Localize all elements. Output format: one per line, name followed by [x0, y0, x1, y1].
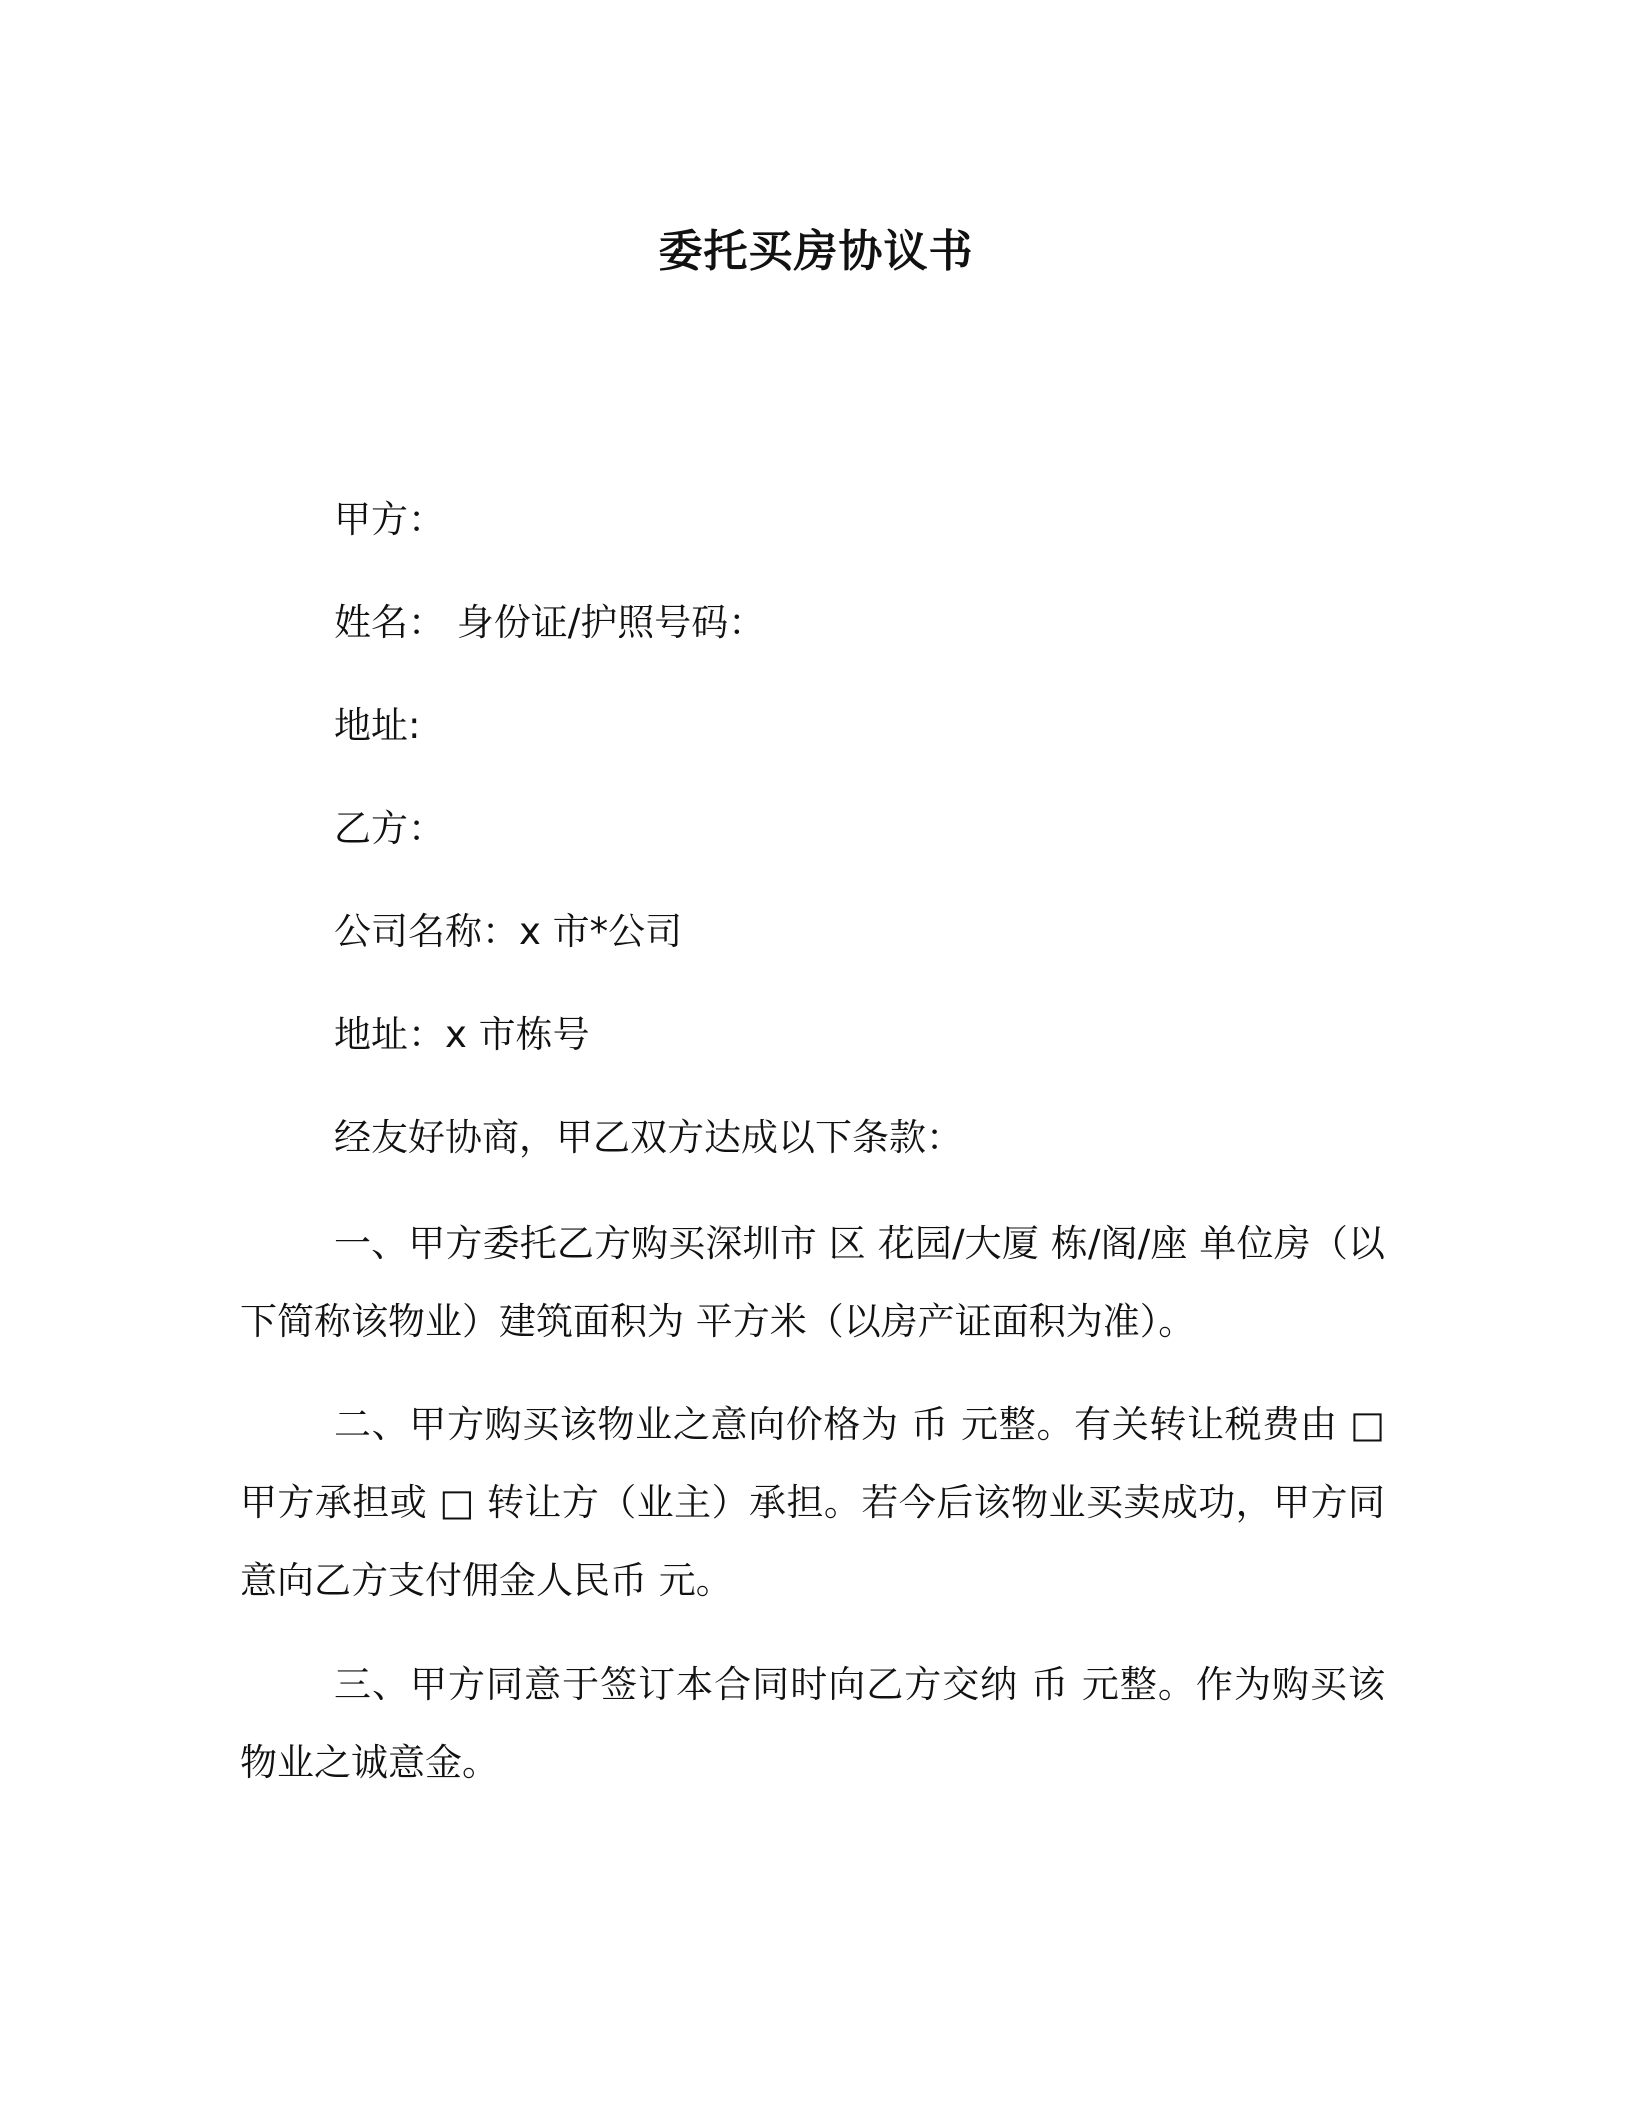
- document-title: 委托买房协议书: [658, 226, 974, 277]
- party-b-label: 乙方：: [334, 807, 445, 850]
- party-a-name-id: 姓名： 身份证/护照号码：: [334, 601, 766, 644]
- party-b-company: 公司名称：x 市*公司: [334, 910, 683, 953]
- clause-2: 二、甲方购买该物业之意向价格为 币 元整。有关转让税费由 □ 甲方承担或 □ 转让方（业主）承担。若今后该物业买卖成功，甲方同意向乙方支付佣金人民币 元。: [240, 1403, 1385, 1602]
- party-b-address: 地址：x 市栋号: [334, 1013, 590, 1056]
- clause-1: 一、甲方委托乙方购买深圳市 区 花园/大厦 栋/阁/座 单位房（以下简称该物业）建筑面积为 平方米（以房产证面积为准）。: [240, 1222, 1385, 1343]
- preamble: 经友好协商，甲乙双方达成以下条款：: [334, 1116, 963, 1159]
- party-a-address: 地址:: [334, 704, 421, 747]
- party-a-label: 甲方：: [334, 498, 445, 541]
- clause-3: 三、甲方同意于签订本合同时向乙方交纳 币 元整。作为购买该物业之诚意金。: [240, 1663, 1385, 1784]
